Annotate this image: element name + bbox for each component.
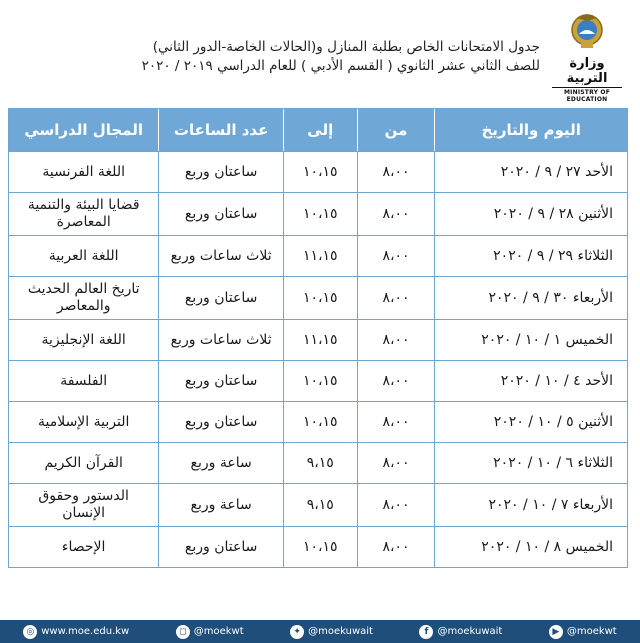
facebook-text: @moekuwait xyxy=(437,626,503,637)
cell-subject: الفلسفة xyxy=(9,360,158,401)
cell-hours: ساعتان وربع xyxy=(158,401,283,442)
header-from: من xyxy=(357,109,435,151)
ministry-logo xyxy=(552,12,622,102)
page-title xyxy=(80,38,540,76)
footer-twitter[interactable] xyxy=(290,625,373,639)
cell-to: ١٠،١٥ xyxy=(283,526,357,567)
website-text: www.moe.edu.kw xyxy=(41,626,130,637)
table-row xyxy=(9,526,627,567)
facebook-icon: f xyxy=(419,625,433,639)
cell-day: الخميس ١ / ١٠ / ٢٠٢٠ xyxy=(434,319,627,360)
footer-facebook[interactable] xyxy=(419,625,502,639)
cell-hours: ساعة وربع xyxy=(158,442,283,483)
cell-subject: تاريخ العالم الحديث والمعاصر xyxy=(9,276,158,319)
table-row xyxy=(9,401,627,442)
cell-from: ٨،٠٠ xyxy=(357,526,435,567)
cell-day: الأحد ٤ / ١٠ / ٢٠٢٠ xyxy=(434,360,627,401)
cell-subject: اللغة الإنجليزية xyxy=(9,319,158,360)
cell-day: الخميس ٨ / ١٠ / ٢٠٢٠ xyxy=(434,526,627,567)
header-hours: عدد الساعات xyxy=(158,109,283,151)
header-day: اليوم والتاريخ xyxy=(434,109,627,151)
cell-to: ٩،١٥ xyxy=(283,442,357,483)
table-row xyxy=(9,192,627,235)
cell-hours: ساعة وربع xyxy=(158,483,283,526)
twitter-text: @moekuwait xyxy=(308,626,373,637)
cell-to: ١٠،١٥ xyxy=(283,192,357,235)
cell-to: ١١،١٥ xyxy=(283,235,357,276)
title-line-1: جدول الامتحانات الخاص بطلبة المنازل و(الحالات الخاصة-الدور الثاني) xyxy=(152,39,540,55)
globe-icon: ◎ xyxy=(23,625,37,639)
cell-from: ٨،٠٠ xyxy=(357,401,435,442)
cell-hours: ثلاث ساعات وربع xyxy=(158,235,283,276)
table-row xyxy=(9,483,627,526)
cell-to: ١٠،١٥ xyxy=(283,276,357,319)
cell-day: الأحد ٢٧ / ٩ / ٢٠٢٠ xyxy=(434,151,627,192)
cell-from: ٨،٠٠ xyxy=(357,442,435,483)
cell-subject: قضايا البيئة والتنمية المعاصرة xyxy=(9,192,158,235)
header-to: إلى xyxy=(283,109,357,151)
cell-subject: التربية الإسلامية xyxy=(9,401,158,442)
table-row xyxy=(9,276,627,319)
page-header xyxy=(0,0,640,108)
cell-hours: ثلاث ساعات وربع xyxy=(158,319,283,360)
youtube-text: @moekwt xyxy=(566,626,617,637)
cell-to: ٩،١٥ xyxy=(283,483,357,526)
cell-day: الثلاثاء ٢٩ / ٩ / ٢٠٢٠ xyxy=(434,235,627,276)
cell-hours: ساعتان وربع xyxy=(158,192,283,235)
cell-subject: اللغة العربية xyxy=(9,235,158,276)
cell-from: ٨،٠٠ xyxy=(357,360,435,401)
table-row xyxy=(9,442,627,483)
table-row xyxy=(9,151,627,192)
cell-from: ٨،٠٠ xyxy=(357,192,435,235)
youtube-icon: ▶ xyxy=(549,625,563,639)
cell-hours: ساعتان وربع xyxy=(158,276,283,319)
table-row xyxy=(9,319,627,360)
logo-english-text: MINISTRY OF EDUCATION xyxy=(552,87,622,103)
cell-from: ٨،٠٠ xyxy=(357,235,435,276)
table-row xyxy=(9,360,627,401)
cell-to: ١١،١٥ xyxy=(283,319,357,360)
cell-subject: اللغة الفرنسية xyxy=(9,151,158,192)
kuwait-emblem-icon xyxy=(567,12,607,52)
cell-day: الأربعاء ٧ / ١٠ / ٢٠٢٠ xyxy=(434,483,627,526)
cell-subject: الإحصاء xyxy=(9,526,158,567)
table-row xyxy=(9,235,627,276)
footer-bar xyxy=(0,620,640,643)
header-subject: المجال الدراسي xyxy=(9,109,158,151)
cell-to: ١٠،١٥ xyxy=(283,360,357,401)
footer-youtube[interactable] xyxy=(549,625,617,639)
twitter-icon: ✦ xyxy=(290,625,304,639)
cell-from: ٨،٠٠ xyxy=(357,483,435,526)
cell-subject: الدستور وحقوق الإنسان xyxy=(9,483,158,526)
footer-instagram[interactable] xyxy=(176,625,244,639)
cell-hours: ساعتان وربع xyxy=(158,151,283,192)
cell-from: ٨،٠٠ xyxy=(357,319,435,360)
cell-day: الثلاثاء ٦ / ١٠ / ٢٠٢٠ xyxy=(434,442,627,483)
cell-from: ٨،٠٠ xyxy=(357,151,435,192)
title-line-2: للصف الثاني عشر الثانوي ( القسم الأدبي ) للعام الدراسي ٢٠١٩ / ٢٠٢٠ xyxy=(141,58,540,74)
exam-schedule-table xyxy=(8,108,628,568)
footer-website[interactable] xyxy=(23,625,129,639)
cell-to: ١٠،١٥ xyxy=(283,151,357,192)
cell-subject: القرآن الكريم xyxy=(9,442,158,483)
cell-day: الأثنين ٢٨ / ٩ / ٢٠٢٠ xyxy=(434,192,627,235)
cell-day: الأثنين ٥ / ١٠ / ٢٠٢٠ xyxy=(434,401,627,442)
cell-to: ١٠،١٥ xyxy=(283,401,357,442)
cell-hours: ساعتان وربع xyxy=(158,360,283,401)
cell-day: الأربعاء ٣٠ / ٩ / ٢٠٢٠ xyxy=(434,276,627,319)
logo-arabic-text: وزارة التربية xyxy=(566,56,608,86)
instagram-icon: ◻ xyxy=(176,625,190,639)
cell-from: ٨،٠٠ xyxy=(357,276,435,319)
cell-hours: ساعتان وربع xyxy=(158,526,283,567)
instagram-text: @moekwt xyxy=(193,626,244,637)
table-header-row xyxy=(9,109,627,151)
